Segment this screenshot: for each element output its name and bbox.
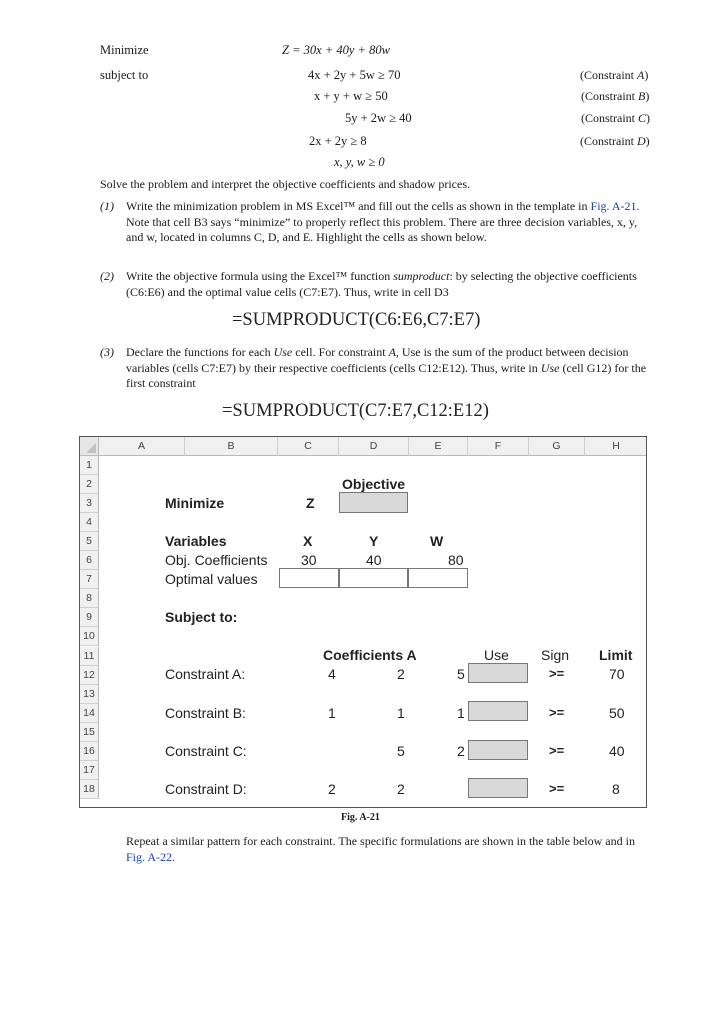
step-3-text: Declare the functions for each Use cell. For constraint A, Use is the sum of the product between decision variables (cells C7:E7) by their respective coefficients (cells C12:E12). Thus, write in Use (cell G12) for the first constraint [126, 345, 647, 390]
row-header-18[interactable]: 18 [80, 780, 99, 799]
column-header-d[interactable]: D [339, 437, 409, 456]
constraint-a-coeff-c: 4 [328, 666, 336, 682]
optimal-value-w-cell[interactable] [408, 568, 468, 588]
nonnegativity-constraint: x, y, w ≥ 0 [334, 155, 385, 169]
row-header-5[interactable]: 5 [80, 532, 99, 551]
constraint-a-sign: >= [549, 666, 565, 681]
row-header-8[interactable]: 8 [80, 589, 99, 608]
column-header-h[interactable]: H [585, 437, 647, 456]
constraint-a-expression: 4x + 2y + 5w ≥ 70 [308, 68, 401, 82]
constraint-a-tag: (Constraint A) [580, 68, 649, 82]
step-2-text: Write the objective formula using the Excel™ function sumproduct: by selecting the objective coefficients (C6:E6) and the optimal value cells (C7:E7). Thus, write in cell D3 [126, 269, 637, 299]
minimize-cell: Minimize [165, 495, 225, 511]
constraint-a-limit: 70 [609, 666, 625, 682]
constraint-c-coeff-e: 2 [457, 743, 465, 759]
constraint-a-coeff-d: 2 [397, 666, 405, 682]
optimal-value-y-cell[interactable] [339, 568, 408, 588]
optimal-value-x-cell[interactable] [279, 568, 339, 588]
constraint-b-label: Constraint B: [165, 705, 246, 721]
constraint-b-tag: (Constraint B) [581, 89, 650, 103]
constraint-c-limit: 40 [609, 743, 625, 759]
row-header-15[interactable]: 15 [80, 723, 99, 742]
row-header-17[interactable]: 17 [80, 761, 99, 780]
column-header-a[interactable]: A [99, 437, 185, 456]
constraint-c-expression: 5y + 2w ≥ 40 [345, 111, 412, 125]
constraint-c-sign: >= [549, 743, 565, 758]
objective-function: Z = 30x + 40y + 80w [282, 43, 390, 57]
sign-header: Sign [541, 647, 570, 663]
constraint-d-limit: 8 [612, 781, 620, 797]
fig-a22-link[interactable]: Fig. A-22 [126, 849, 173, 864]
row-header-13[interactable]: 13 [80, 685, 99, 704]
column-header-c[interactable]: C [278, 437, 339, 456]
constraint-b-coeff-d: 1 [397, 705, 405, 721]
row-header-2[interactable]: 2 [80, 475, 99, 494]
constraint-d-expression: 2x + 2y ≥ 8 [309, 134, 367, 148]
formula-objective: =SUMPRODUCT(C6:E6,C7:E7) [232, 310, 481, 330]
constraint-d-sign: >= [549, 781, 565, 796]
minimize-label: Minimize [100, 43, 149, 57]
constraint-b-coeff-e: 1 [457, 705, 465, 721]
variables-label: Variables [165, 533, 227, 549]
obj-coefficients-label: Obj. Coefficients [165, 552, 268, 568]
subject-to-cell: Subject to: [165, 609, 238, 625]
row-header-16[interactable]: 16 [80, 742, 99, 761]
fig-a21-link[interactable]: Fig. A-21 [590, 199, 637, 213]
constraint-b-use-cell[interactable] [468, 701, 528, 721]
row-header-1[interactable]: 1 [80, 456, 99, 475]
optimal-values-label: Optimal values [165, 571, 258, 587]
constraint-d-tag: (Constraint D) [580, 134, 650, 148]
constraint-c-label: Constraint C: [165, 743, 247, 759]
row-header-7[interactable]: 7 [80, 570, 99, 589]
figure-caption: Fig. A-21 [341, 812, 380, 823]
constraint-d-label: Constraint D: [165, 781, 247, 797]
objective-value-cell-d3[interactable] [339, 492, 408, 513]
select-all-corner[interactable] [80, 437, 99, 456]
constraint-d-coeff-c: 2 [328, 781, 336, 797]
column-header-e[interactable]: E [409, 437, 468, 456]
obj-coeff-x: 30 [301, 552, 317, 568]
constraint-d-use-cell[interactable] [468, 778, 528, 798]
step-3-number: (3) [100, 345, 114, 359]
constraint-a-coeff-e: 5 [457, 666, 465, 682]
variable-w-header: W [430, 533, 444, 549]
constraint-b-sign: >= [549, 705, 565, 720]
use-header: Use [484, 647, 509, 663]
row-header-12[interactable]: 12 [80, 666, 99, 685]
variable-y-header: Y [369, 533, 379, 549]
constraint-b-expression: x + y + w ≥ 50 [314, 89, 388, 103]
row-header-11[interactable]: 11 [80, 647, 99, 666]
step-2-number: (2) [100, 269, 114, 283]
column-header-g[interactable]: G [529, 437, 585, 456]
repeat-paragraph: Repeat a similar pattern for each constraint. The specific formulations are shown in the table below and in Fig. A-22. [126, 834, 635, 864]
column-header-f[interactable]: F [468, 437, 529, 456]
variable-x-header: X [303, 533, 313, 549]
limit-header: Limit [599, 647, 633, 663]
constraint-c-use-cell[interactable] [468, 740, 528, 760]
row-header-14[interactable]: 14 [80, 704, 99, 723]
row-header-3[interactable]: 3 [80, 494, 99, 513]
row-header-6[interactable]: 6 [80, 551, 99, 570]
constraint-b-coeff-c: 1 [328, 705, 336, 721]
constraint-a-label: Constraint A: [165, 666, 246, 682]
column-header-b[interactable]: B [185, 437, 278, 456]
spreadsheet-figure [79, 436, 647, 808]
constraint-c-tag: (Constraint C) [581, 111, 651, 125]
row-header-9[interactable]: 9 [80, 608, 99, 627]
intro-sentence: Solve the problem and interpret the objective coefficients and shadow prices. [100, 177, 470, 191]
constraint-a-use-cell[interactable] [468, 663, 528, 683]
row-header-10[interactable]: 10 [80, 627, 99, 646]
subject-to-label: subject to [100, 68, 149, 82]
z-label: Z [306, 495, 315, 511]
coefficients-a-header: Coefficients A [323, 647, 417, 663]
constraint-b-limit: 50 [609, 705, 625, 721]
row-header-4[interactable]: 4 [80, 513, 99, 532]
formula-constraint-use: =SUMPRODUCT(C7:E7,C12:E12) [222, 401, 489, 421]
step-1-text: Write the minimization problem in MS Excel™ and fill out the cells as shown in the template in Fig. A-21. Note that cell B3 says “minimize” to properly reflect this problem. There are three decision variables, x, y, and w, located in columns C, D, and E. Highlight the cells as shown below. [126, 199, 640, 244]
constraint-c-coeff-d: 5 [397, 743, 405, 759]
objective-label: Objective [342, 476, 406, 492]
obj-coeff-w: 80 [448, 552, 464, 568]
obj-coeff-y: 40 [366, 552, 382, 568]
step-1-number: (1) [100, 199, 114, 213]
constraint-d-coeff-d: 2 [397, 781, 405, 797]
